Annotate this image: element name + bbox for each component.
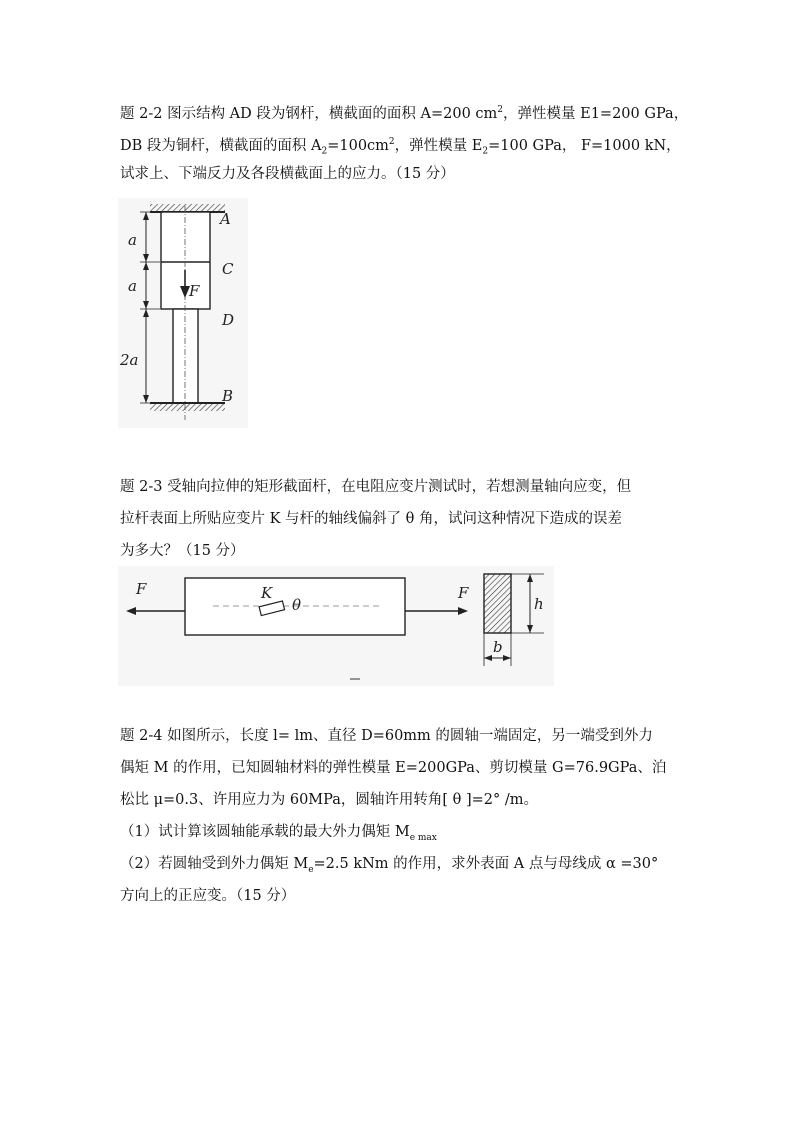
problem-2-4-text — [120, 720, 680, 912]
problem-2-3-text — [120, 471, 680, 567]
label-F-right: F — [458, 584, 469, 602]
problem-2-4-line-1: 题 2-4 如图所示，长度 l= lm、直径 D=60mm 的圆轴一端固定，另一端受到外力 — [120, 728, 653, 744]
label-B: B — [222, 387, 234, 405]
p24-l5-b: =2.5 kNm 的作用，求外表面 A 点与母线成 α =30° — [313, 856, 659, 872]
label-b: b — [493, 638, 503, 656]
p22-l1-a: 题 2-2 图示结构 AD 段为钢杆，横截面的面积 A=200 cm — [120, 105, 498, 122]
problem-2-4-line-2: 偶矩 M 的作用，已知圆轴材料的弹性模量 E=200GPa、剪切模量 G=76.9GPa、泊 — [120, 760, 667, 776]
problem-2-3-line-1: 题 2-3 受轴向拉伸的矩形截面杆，在电阻应变片测试时，若想测量轴向应变，但 — [120, 479, 632, 495]
p22-l2-a: DB 段为铜杆，横截面的面积 A — [120, 137, 322, 154]
problem-2-4-line-6: 方向上的正应变。（15 分） — [120, 888, 296, 904]
dim-a-2: a — [128, 277, 137, 295]
dim-a-1: a — [128, 231, 137, 249]
label-h: h — [534, 595, 544, 613]
problem-2-3-line-3: 为多大？（15 分） — [120, 543, 245, 559]
dim-2a: 2a — [120, 351, 139, 369]
problem-2-4-line-5 — [120, 848, 680, 880]
problem-2-2-line-3: 试求上、下端反力及各段横截面上的应力。（15 分） — [120, 166, 455, 182]
label-theta: θ — [292, 596, 302, 614]
label-K: K — [261, 584, 273, 602]
p22-l1-b: ，弹性模量 E1=200 GPa， — [503, 105, 689, 122]
problem-2-2-line-1 — [120, 94, 689, 126]
label-F-left: F — [136, 580, 147, 598]
problem-2-4-line-4 — [120, 816, 680, 848]
p22-l2-c: ，弹性模量 E — [394, 137, 483, 154]
problem-2-2-line-2 — [120, 126, 680, 158]
problem-2-2-text — [120, 94, 689, 190]
label-F: F — [189, 282, 200, 300]
cross-section — [484, 574, 511, 633]
p22-l2-sup: 2 — [388, 137, 395, 147]
p24-l5-sub: e — [308, 864, 314, 875]
p24-l4-sub: e max — [409, 832, 437, 843]
p22-l2-d: =100 GPa， F=1000 kN， — [488, 137, 681, 154]
p22-l2-sub: 2 — [321, 146, 328, 157]
p24-l5-a: （2）若圆轴受到外力偶矩 M — [120, 856, 309, 872]
label-C: C — [222, 260, 234, 278]
problem-2-4-line-3: 松比 μ=0.3、许用应力为 60MPa，圆轴许用转角[ θ ]=2° /m。 — [120, 792, 539, 808]
p22-l2-sub2: 2 — [482, 146, 489, 157]
copper-segment — [173, 309, 198, 403]
p22-l2-b: =100cm — [327, 137, 389, 154]
top-support — [150, 204, 225, 211]
figure-2-3 — [118, 566, 554, 686]
p24-l4-a: （1）试计算该圆轴能承载的最大外力偶矩 M — [120, 824, 410, 840]
p22-l1-sup: 2 — [497, 105, 504, 115]
bottom-support — [150, 404, 225, 411]
figure-2-2 — [118, 198, 248, 428]
label-A: A — [220, 210, 231, 228]
label-D: D — [222, 311, 235, 329]
problem-2-3-line-2: 拉杆表面上所贴应变片 K 与杆的轴线偏斜了 θ 角，试问这种情况下造成的误差 — [120, 511, 622, 527]
